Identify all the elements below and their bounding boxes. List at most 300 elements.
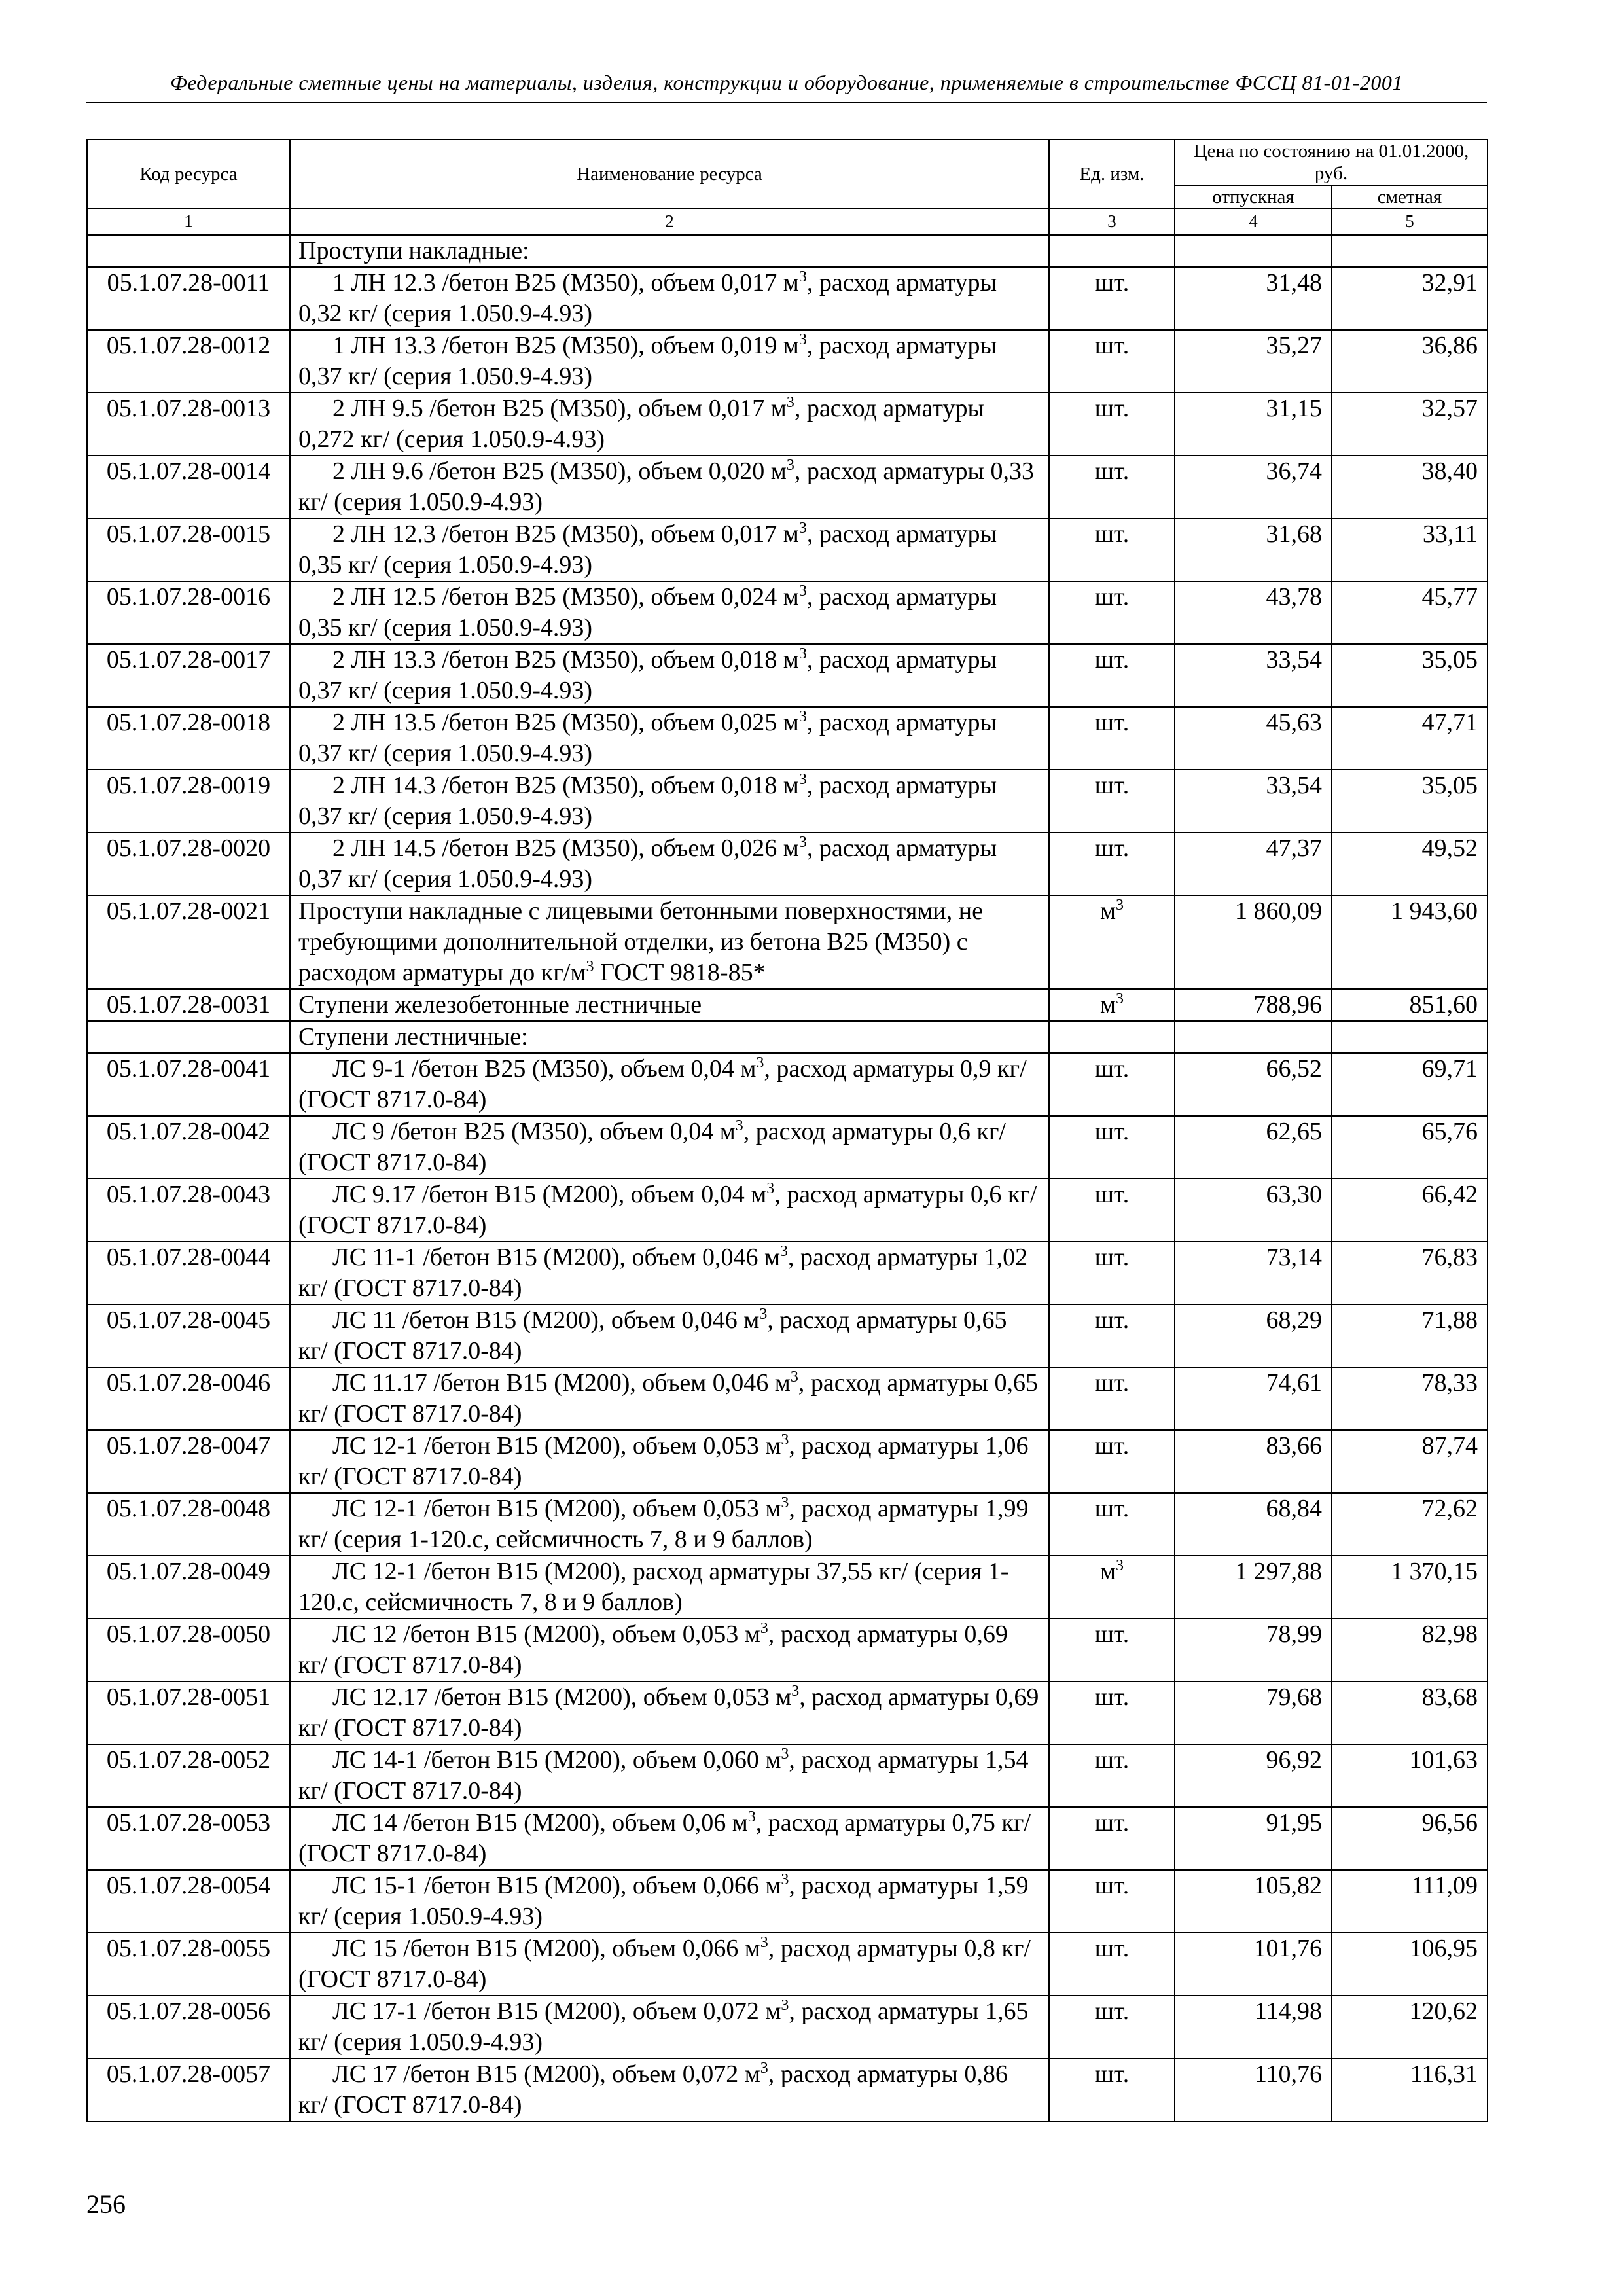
- price-estimate: 1 370,15: [1332, 1556, 1488, 1619]
- resource-name-text: 2 ЛН 9.6 /бетон В25 (М350), объем 0,020 м: [332, 457, 787, 485]
- resource-name-text: ЛС 12 /бетон В15 (М200), объем 0,053 м: [332, 1621, 760, 1648]
- table-row: [87, 895, 1488, 989]
- unit: шт.: [1094, 1181, 1130, 1208]
- price-estimate: 851,60: [1332, 989, 1488, 1021]
- price-estimate: 106,95: [1332, 1933, 1488, 1996]
- table-row: [87, 1870, 1488, 1933]
- unit-superscript: 3: [1116, 1557, 1124, 1574]
- table-row: [87, 1493, 1488, 1556]
- resource-name-text: ЛС 9 /бетон В25 (М350), объем 0,04 м: [332, 1118, 736, 1145]
- header-price: Цена по состоянию на 01.01.2000, руб.: [1175, 139, 1488, 185]
- column-number: 3: [1049, 209, 1175, 235]
- table-row: [87, 330, 1488, 393]
- resource-name: [290, 1807, 1049, 1870]
- resource-code: 05.1.07.28-0031: [87, 989, 290, 1021]
- unit: шт.: [1094, 1872, 1130, 1899]
- price-release: 63,30: [1175, 1179, 1332, 1242]
- resource-name-text: 1 ЛН 12.3 /бетон В25 (М350), объем 0,017 м: [332, 269, 799, 296]
- resource-name: [290, 518, 1049, 581]
- resource-name-text: ЛС 14 /бетон В15 (М200), объем 0,06 м: [332, 1809, 748, 1837]
- resource-name-text: 2 ЛН 14.5 /бетон В25 (М350), объем 0,026 м: [332, 834, 799, 862]
- resource-code: 05.1.07.28-0046: [87, 1367, 290, 1430]
- superscript: 3: [798, 771, 807, 788]
- unit-cell: [1049, 267, 1175, 330]
- price-estimate: 35,05: [1332, 770, 1488, 833]
- resource-name: [290, 1619, 1049, 1681]
- resource-name-tail: , расход арматуры 1,99 кг/ (серия 1-120.с, сейсмичность 7, 8 и 9 баллов): [298, 1495, 1029, 1553]
- resource-name-tail: , расход арматуры 0,37 кг/ (серия 1.050.9-4.93): [298, 646, 997, 704]
- resource-code: 05.1.07.28-0021: [87, 895, 290, 989]
- price-estimate: 101,63: [1332, 1744, 1488, 1807]
- resource-name-text: 1 ЛН 13.3 /бетон В25 (М350), объем 0,019 м: [332, 332, 799, 359]
- resource-name-text: ЛС 11.17 /бетон В15 (М200), объем 0,046 м: [332, 1369, 791, 1397]
- resource-name-text: 2 ЛН 9.5 /бетон В25 (М350), объем 0,017 м: [332, 395, 787, 422]
- resource-name-tail: , расход арматуры 0,272 кг/ (серия 1.050.9-4.93): [298, 395, 984, 453]
- resource-code: 05.1.07.28-0054: [87, 1870, 290, 1933]
- unit-cell: [1049, 581, 1175, 644]
- unit: шт.: [1094, 395, 1130, 422]
- table-row: [87, 1619, 1488, 1681]
- section-price-cell: [1332, 1021, 1488, 1053]
- table-row: [87, 644, 1488, 707]
- table-row: [87, 393, 1488, 456]
- resource-code: 05.1.07.28-0014: [87, 456, 290, 518]
- price-estimate: 83,68: [1332, 1681, 1488, 1744]
- unit-cell: [1049, 1619, 1175, 1681]
- resource-name-tail: , расход арматуры 0,6 кг/ (ГОСТ 8717.0-84): [298, 1118, 1006, 1176]
- price-release: 68,29: [1175, 1304, 1332, 1367]
- resource-name-tail: , расход арматуры 0,35 кг/ (серия 1.050.9-4.93): [298, 520, 997, 579]
- resource-name-tail: , расход арматуры 1,06 кг/ (ГОСТ 8717.0-84): [298, 1432, 1029, 1490]
- price-estimate: 38,40: [1332, 456, 1488, 518]
- resource-name-tail: , расход арматуры 1,02 кг/ (ГОСТ 8717.0-84): [298, 1244, 1028, 1302]
- resource-code: 05.1.07.28-0018: [87, 707, 290, 770]
- price-release: 114,98: [1175, 1996, 1332, 2058]
- resource-name: [290, 2058, 1049, 2121]
- section-unit-cell: [1049, 1021, 1175, 1053]
- resource-name: [290, 1744, 1049, 1807]
- resource-code: 05.1.07.28-0044: [87, 1242, 290, 1304]
- resource-name-tail: , расход арматуры 0,69 кг/ (ГОСТ 8717.0-84): [298, 1683, 1039, 1742]
- resource-code: 05.1.07.28-0048: [87, 1493, 290, 1556]
- resource-name: [290, 644, 1049, 707]
- price-release: 101,76: [1175, 1933, 1332, 1996]
- column-number: 1: [87, 209, 290, 235]
- unit: шт.: [1094, 1118, 1130, 1145]
- unit-superscript: 3: [1116, 990, 1124, 1007]
- price-estimate: 65,76: [1332, 1116, 1488, 1179]
- resource-name: [290, 1304, 1049, 1367]
- resource-name: [290, 1053, 1049, 1116]
- unit: шт.: [1094, 332, 1130, 359]
- price-table: [86, 139, 1488, 2122]
- resource-code: 05.1.07.28-0057: [87, 2058, 290, 2121]
- unit: шт.: [1094, 1495, 1130, 1522]
- price-release: 96,92: [1175, 1744, 1332, 1807]
- table-row: [87, 1053, 1488, 1116]
- resource-name-tail: , расход арматуры 0,86 кг/ (ГОСТ 8717.0-84): [298, 2060, 1008, 2119]
- resource-name: [290, 330, 1049, 393]
- price-release: 105,82: [1175, 1870, 1332, 1933]
- resource-code: 05.1.07.28-0049: [87, 1556, 290, 1619]
- resource-name-text: ЛС 9.17 /бетон В15 (М200), объем 0,04 м: [332, 1181, 767, 1208]
- unit: шт.: [1094, 834, 1130, 862]
- resource-name-tail: , расход арматуры 1,65 кг/ (серия 1.050.9-4.93): [298, 1998, 1029, 2056]
- resource-name-text: Ступени железобетонные лестничные: [298, 991, 702, 1018]
- table-row: [87, 1996, 1488, 2058]
- resource-code: 05.1.07.28-0012: [87, 330, 290, 393]
- section-title: Проступи накладные:: [290, 235, 1049, 267]
- unit-cell: [1049, 1807, 1175, 1870]
- resource-name-text: 2 ЛН 12.3 /бетон В25 (М350), объем 0,017 м: [332, 520, 799, 548]
- resource-name-text: ЛС 12-1 /бетон В15 (М200), объем 0,053 м: [332, 1495, 781, 1522]
- resource-name-text: ЛС 12-1 /бетон В15 (М200), расход арматуры 37,55 кг/ (серия 1-120.с, сейсмичность 7, 8 и 9 баллов): [298, 1558, 1009, 1616]
- resource-code: 05.1.07.28-0052: [87, 1744, 290, 1807]
- unit-cell: [1049, 456, 1175, 518]
- resource-name-tail: , расход арматуры 1,54 кг/ (ГОСТ 8717.0-84): [298, 1746, 1029, 1804]
- superscript: 3: [798, 645, 807, 662]
- unit-cell: [1049, 1242, 1175, 1304]
- resource-name: [290, 456, 1049, 518]
- price-release: 1 297,88: [1175, 1556, 1332, 1619]
- price-estimate: 71,88: [1332, 1304, 1488, 1367]
- header-price-release: отпускная: [1175, 185, 1332, 209]
- resource-name-tail: , расход арматуры 0,33 кг/ (серия 1.050.9-4.93): [298, 457, 1034, 516]
- unit: шт.: [1094, 1998, 1130, 2025]
- superscript: 3: [781, 1494, 789, 1511]
- table-row: [87, 989, 1488, 1021]
- resource-name-text: ЛС 15-1 /бетон В15 (М200), объем 0,066 м: [332, 1872, 781, 1899]
- table-row: [87, 1556, 1488, 1619]
- price-release: 68,84: [1175, 1493, 1332, 1556]
- unit-cell: [1049, 1996, 1175, 2058]
- unit: м: [1099, 1558, 1116, 1585]
- price-release: 66,52: [1175, 1053, 1332, 1116]
- page-header: Федеральные сметные цены на материалы, изделия, конструкции и оборудование, применяемые в строительстве ФССЦ 81-01-2001: [170, 71, 1403, 94]
- resource-name-tail: , расход арматуры 0,32 кг/ (серия 1.050.9-4.93): [298, 269, 997, 327]
- table-row: [87, 456, 1488, 518]
- resource-name-tail: , расход арматуры 0,37 кг/ (серия 1.050.9-4.93): [298, 332, 997, 390]
- superscript: 3: [781, 1871, 789, 1888]
- price-estimate: 1 943,60: [1332, 895, 1488, 989]
- table-row: [87, 1430, 1488, 1493]
- unit: шт.: [1094, 1369, 1130, 1397]
- resource-name: [290, 393, 1049, 456]
- resource-code: 05.1.07.28-0047: [87, 1430, 290, 1493]
- resource-name-text: ЛС 11 /бетон В15 (М200), объем 0,046 м: [332, 1306, 760, 1334]
- unit: шт.: [1094, 772, 1130, 799]
- resource-name-text: 2 ЛН 13.3 /бетон В25 (М350), объем 0,018 м: [332, 646, 799, 673]
- header-rule: [86, 102, 1487, 103]
- resource-name: [290, 1870, 1049, 1933]
- unit-cell: [1049, 1744, 1175, 1807]
- resource-name-text: ЛС 9-1 /бетон В25 (М350), объем 0,04 м: [332, 1055, 757, 1083]
- unit-cell: [1049, 895, 1175, 989]
- unit-cell: [1049, 393, 1175, 456]
- unit-cell: [1049, 707, 1175, 770]
- superscript: 3: [781, 1746, 789, 1763]
- price-estimate: 49,52: [1332, 833, 1488, 895]
- unit-cell: [1049, 989, 1175, 1021]
- column-number: 5: [1332, 209, 1488, 235]
- superscript: 3: [760, 1620, 768, 1637]
- unit: м: [1099, 897, 1116, 925]
- resource-code: 05.1.07.28-0051: [87, 1681, 290, 1744]
- section-row: [87, 235, 1488, 267]
- unit-cell: [1049, 518, 1175, 581]
- price-release: 91,95: [1175, 1807, 1332, 1870]
- resource-name-text: ЛС 12.17 /бетон В15 (М200), объем 0,053 м: [332, 1683, 792, 1711]
- resource-name: [290, 770, 1049, 833]
- table-body: [87, 235, 1488, 2121]
- unit-cell: [1049, 1367, 1175, 1430]
- superscript: 3: [766, 1180, 775, 1197]
- resource-code: 05.1.07.28-0053: [87, 1807, 290, 1870]
- superscript: 3: [786, 457, 794, 474]
- table-row: [87, 770, 1488, 833]
- price-release: 31,48: [1175, 267, 1332, 330]
- price-estimate: 66,42: [1332, 1179, 1488, 1242]
- superscript: 3: [759, 1306, 768, 1323]
- resource-name-tail: , расход арматуры 0,37 кг/ (серия 1.050.9-4.93): [298, 772, 997, 830]
- unit: шт.: [1094, 1683, 1130, 1711]
- resource-name: [290, 1242, 1049, 1304]
- superscript: 3: [790, 1369, 798, 1386]
- resource-name-text: ЛС 11-1 /бетон В15 (М200), объем 0,046 м: [332, 1244, 780, 1271]
- table-row: [87, 1116, 1488, 1179]
- unit-cell: [1049, 1430, 1175, 1493]
- column-number: 2: [290, 209, 1049, 235]
- resource-name-text: ЛС 14-1 /бетон В15 (М200), объем 0,060 м: [332, 1746, 781, 1774]
- unit-cell: [1049, 1493, 1175, 1556]
- unit-cell: [1049, 1179, 1175, 1242]
- price-estimate: 76,83: [1332, 1242, 1488, 1304]
- price-release: 83,66: [1175, 1430, 1332, 1493]
- price-estimate: 116,31: [1332, 2058, 1488, 2121]
- unit: шт.: [1094, 1935, 1130, 1962]
- unit-superscript: 3: [1116, 897, 1124, 914]
- unit: м: [1099, 991, 1116, 1018]
- unit-cell: [1049, 2058, 1175, 2121]
- resource-name: [290, 989, 1049, 1021]
- resource-name-tail: , расход арматуры 0,65 кг/ (ГОСТ 8717.0-84): [298, 1306, 1007, 1365]
- table-row: [87, 1744, 1488, 1807]
- resource-name: [290, 1933, 1049, 1996]
- price-release: 33,54: [1175, 770, 1332, 833]
- superscript: 3: [781, 1431, 789, 1448]
- superscript: 3: [756, 1054, 764, 1071]
- unit: шт.: [1094, 1244, 1130, 1271]
- section-price-cell: [1175, 1021, 1332, 1053]
- unit: шт.: [1094, 457, 1130, 485]
- resource-code: 05.1.07.28-0056: [87, 1996, 290, 2058]
- resource-code: 05.1.07.28-0050: [87, 1619, 290, 1681]
- unit-cell: [1049, 330, 1175, 393]
- superscript: 3: [798, 268, 807, 285]
- unit: шт.: [1094, 520, 1130, 548]
- price-estimate: 72,62: [1332, 1493, 1488, 1556]
- superscript: 3: [798, 583, 807, 600]
- price-estimate: 82,98: [1332, 1619, 1488, 1681]
- resource-name: [290, 1116, 1049, 1179]
- price-estimate: 33,11: [1332, 518, 1488, 581]
- resource-name-tail: , расход арматуры 0,75 кг/ (ГОСТ 8717.0-84): [298, 1809, 1031, 1867]
- price-release: 73,14: [1175, 1242, 1332, 1304]
- table-row: [87, 1304, 1488, 1367]
- resource-code: 05.1.07.28-0043: [87, 1179, 290, 1242]
- price-estimate: 32,91: [1332, 267, 1488, 330]
- resource-name-text: ЛС 17 /бетон В15 (М200), объем 0,072 м: [332, 2060, 760, 2088]
- price-estimate: 35,05: [1332, 644, 1488, 707]
- resource-code: 05.1.07.28-0017: [87, 644, 290, 707]
- resource-name: [290, 1493, 1049, 1556]
- resource-name-text: 2 ЛН 13.5 /бетон В25 (М350), объем 0,025 м: [332, 709, 799, 736]
- unit: шт.: [1094, 1809, 1130, 1837]
- resource-name: [290, 1367, 1049, 1430]
- unit-cell: [1049, 770, 1175, 833]
- table-row: [87, 1681, 1488, 1744]
- resource-name-tail: , расход арматуры 1,59 кг/ (серия 1.050.9-4.93): [298, 1872, 1029, 1930]
- superscript: 3: [760, 1934, 768, 1951]
- unit: шт.: [1094, 709, 1130, 736]
- price-estimate: 96,56: [1332, 1807, 1488, 1870]
- resource-name-tail: , расход арматуры 0,9 кг/ (ГОСТ 8717.0-84): [298, 1055, 1027, 1113]
- price-release: 110,76: [1175, 2058, 1332, 2121]
- unit-cell: [1049, 644, 1175, 707]
- unit: шт.: [1094, 1055, 1130, 1083]
- superscript: 3: [780, 1243, 788, 1260]
- resource-name-tail: , расход арматуры 0,35 кг/ (серия 1.050.9-4.93): [298, 583, 997, 641]
- table-row: [87, 833, 1488, 895]
- resource-code: 05.1.07.28-0019: [87, 770, 290, 833]
- table-row: [87, 518, 1488, 581]
- section-unit-cell: [1049, 235, 1175, 267]
- resource-name-tail: , расход арматуры 0,37 кг/ (серия 1.050.9-4.93): [298, 709, 997, 767]
- price-estimate: 120,62: [1332, 1996, 1488, 2058]
- superscript: 3: [747, 1808, 756, 1825]
- price-estimate: 111,09: [1332, 1870, 1488, 1933]
- resource-name: [290, 1430, 1049, 1493]
- resource-name-text: ЛС 17-1 /бетон В15 (М200), объем 0,072 м: [332, 1998, 781, 2025]
- price-release: 78,99: [1175, 1619, 1332, 1681]
- superscript: 3: [586, 958, 594, 975]
- price-release: 74,61: [1175, 1367, 1332, 1430]
- superscript: 3: [798, 708, 807, 725]
- resource-name-tail: , расход арматуры 0,65 кг/ (ГОСТ 8717.0-84): [298, 1369, 1038, 1427]
- price-estimate: 78,33: [1332, 1367, 1488, 1430]
- unit: шт.: [1094, 1306, 1130, 1334]
- price-estimate: 87,74: [1332, 1430, 1488, 1493]
- price-release: 43,78: [1175, 581, 1332, 644]
- price-release: 33,54: [1175, 644, 1332, 707]
- resource-name-tail: , расход арматуры 0,69 кг/ (ГОСТ 8717.0-84): [298, 1621, 1008, 1679]
- price-release: 47,37: [1175, 833, 1332, 895]
- resource-name: [290, 267, 1049, 330]
- section-price-cell: [1175, 235, 1332, 267]
- resource-name-text: 2 ЛН 12.5 /бетон В25 (М350), объем 0,024 м: [332, 583, 799, 611]
- superscript: 3: [781, 1997, 789, 2014]
- resource-name-tail: ГОСТ 9818-85*: [594, 959, 766, 986]
- price-release: 31,15: [1175, 393, 1332, 456]
- price-release: 62,65: [1175, 1116, 1332, 1179]
- superscript: 3: [798, 520, 807, 537]
- resource-name-tail: , расход арматуры 0,6 кг/ (ГОСТ 8717.0-84): [298, 1181, 1037, 1239]
- price-release: 36,74: [1175, 456, 1332, 518]
- resource-code: 05.1.07.28-0011: [87, 267, 290, 330]
- table-row: [87, 1179, 1488, 1242]
- price-estimate: 36,86: [1332, 330, 1488, 393]
- unit-cell: [1049, 1556, 1175, 1619]
- resource-name: [290, 581, 1049, 644]
- header-name: Наименование ресурса: [290, 139, 1049, 209]
- column-number: 4: [1175, 209, 1332, 235]
- resource-code: 05.1.07.28-0045: [87, 1304, 290, 1367]
- resource-name: [290, 1556, 1049, 1619]
- unit-cell: [1049, 1053, 1175, 1116]
- price-release: 45,63: [1175, 707, 1332, 770]
- superscript: 3: [735, 1117, 743, 1134]
- resource-name-tail: , расход арматуры 0,8 кг/ (ГОСТ 8717.0-84): [298, 1935, 1031, 1993]
- price-estimate: 47,71: [1332, 707, 1488, 770]
- table-row: [87, 2058, 1488, 2121]
- header-code: Код ресурса: [87, 139, 290, 209]
- unit-cell: [1049, 1870, 1175, 1933]
- price-release: 788,96: [1175, 989, 1332, 1021]
- header-unit: Ед. изм.: [1049, 139, 1175, 209]
- section-code-cell: [87, 235, 290, 267]
- price-release: 31,68: [1175, 518, 1332, 581]
- resource-name: [290, 707, 1049, 770]
- resource-code: 05.1.07.28-0013: [87, 393, 290, 456]
- section-code-cell: [87, 1021, 290, 1053]
- unit-cell: [1049, 833, 1175, 895]
- price-estimate: 45,77: [1332, 581, 1488, 644]
- resource-name: [290, 1681, 1049, 1744]
- unit: шт.: [1094, 1621, 1130, 1648]
- resource-name: [290, 1179, 1049, 1242]
- resource-name-text: 2 ЛН 14.3 /бетон В25 (М350), объем 0,018 м: [332, 772, 799, 799]
- resource-code: 05.1.07.28-0016: [87, 581, 290, 644]
- table-row: [87, 581, 1488, 644]
- unit: шт.: [1094, 583, 1130, 611]
- table-row: [87, 1933, 1488, 1996]
- resource-name-text: Проступи накладные с лицевыми бетонными поверхностями, не требующими дополнительной отделки, из бетона В25 (М350) с расходом арматуры до кг/м: [298, 897, 983, 986]
- unit: шт.: [1094, 269, 1130, 296]
- unit: шт.: [1094, 1746, 1130, 1774]
- unit: шт.: [1094, 646, 1130, 673]
- price-release: 1 860,09: [1175, 895, 1332, 989]
- table-row: [87, 707, 1488, 770]
- price-release: 79,68: [1175, 1681, 1332, 1744]
- table-row: [87, 1807, 1488, 1870]
- resource-name: [290, 895, 1049, 989]
- resource-code: 05.1.07.28-0042: [87, 1116, 290, 1179]
- resource-name-text: ЛС 15 /бетон В15 (М200), объем 0,066 м: [332, 1935, 760, 1962]
- unit-cell: [1049, 1304, 1175, 1367]
- resource-name-tail: , расход арматуры 0,37 кг/ (серия 1.050.9-4.93): [298, 834, 997, 893]
- table-row: [87, 1242, 1488, 1304]
- unit: шт.: [1094, 2060, 1130, 2088]
- superscript: 3: [798, 834, 807, 851]
- section-title: Ступени лестничные:: [290, 1021, 1049, 1053]
- resource-code: 05.1.07.28-0041: [87, 1053, 290, 1116]
- resource-name: [290, 1996, 1049, 2058]
- resource-name-text: ЛС 12-1 /бетон В15 (М200), объем 0,053 м: [332, 1432, 781, 1460]
- section-price-cell: [1332, 235, 1488, 267]
- price-release: 35,27: [1175, 330, 1332, 393]
- table-row: [87, 267, 1488, 330]
- resource-code: 05.1.07.28-0055: [87, 1933, 290, 1996]
